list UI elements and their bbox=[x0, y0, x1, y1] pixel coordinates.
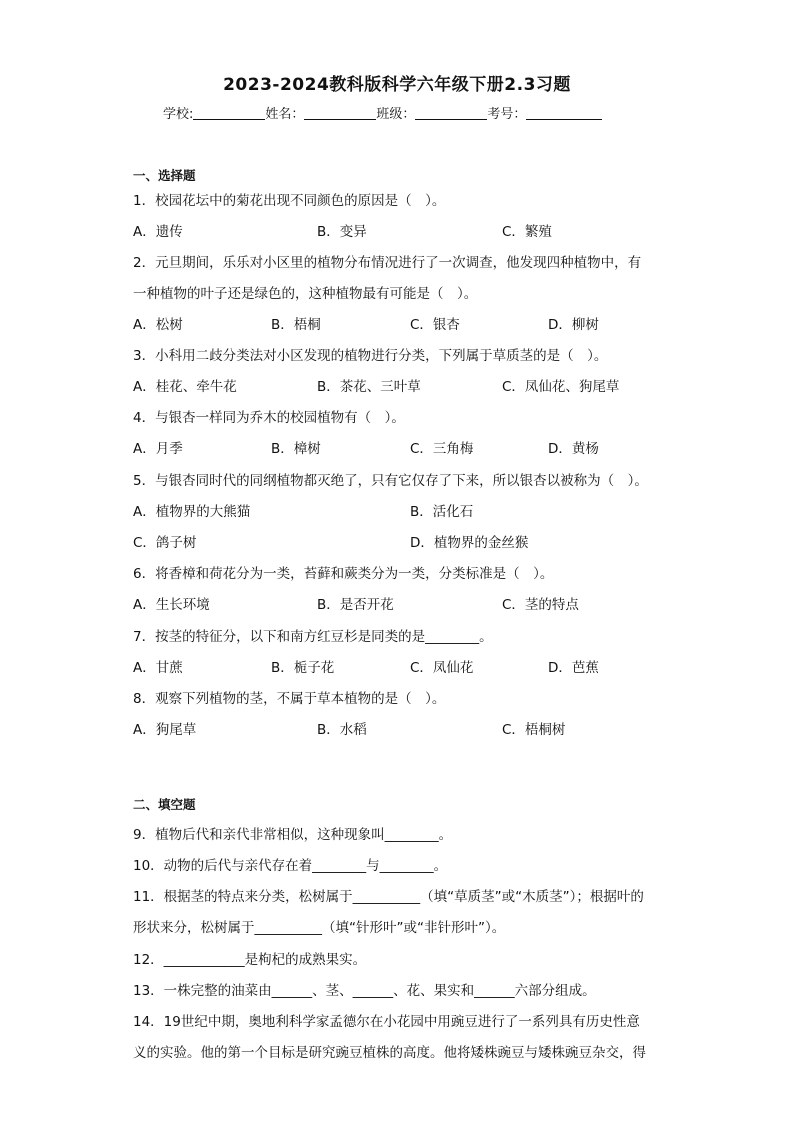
question-1-option-c: C．繁殖 bbox=[502, 224, 552, 240]
question-3-option-a: A．桂花、牵牛花 bbox=[133, 379, 237, 395]
question-4-option-b: B．樟树 bbox=[271, 441, 321, 457]
number-blank[interactable] bbox=[526, 106, 602, 120]
question-2-stem-line1: 2．元旦期间，乐乐对小区里的植物分布情况进行了一次调查，他发现四种植物中，有 bbox=[133, 255, 642, 271]
question-2-option-d: D．柳树 bbox=[548, 317, 599, 333]
question-1-option-b: B．变异 bbox=[317, 224, 367, 240]
question-8-stem: 8．观察下列植物的茎，不属于草本植物的是（ ）。 bbox=[133, 691, 446, 707]
class-label: 班级： bbox=[376, 107, 416, 122]
question-4-stem: 4．与银杏一样同为乔木的校园植物有（ ）。 bbox=[133, 410, 405, 426]
section-heading-choice: 一、选择题 bbox=[133, 168, 196, 183]
question-6-option-b: B．是否开花 bbox=[317, 597, 394, 613]
question-11-stem-line2: 形状来分，松树属于__________（填“针形叶”或“非针形叶”）。 bbox=[133, 920, 506, 936]
question-3-option-b: B．茶花、三叶草 bbox=[317, 379, 421, 395]
question-5-option-c: C．鸽子树 bbox=[133, 535, 197, 551]
question-11-stem-line1: 11．根据茎的特点来分类，松树属于__________（填“草质茎”或“木质茎”）；根据叶的 bbox=[133, 889, 644, 905]
question-5-option-d: D．植物界的金丝猴 bbox=[410, 535, 529, 551]
question-10-stem: 10．动物的后代与亲代存在着________与________。 bbox=[133, 858, 448, 874]
question-2-stem-line2: 一种植物的叶子还是绿色的，这种植物最有可能是（ ）。 bbox=[133, 286, 478, 302]
question-2-option-b: B．梧桐 bbox=[271, 317, 321, 333]
question-2-option-c: C．银杏 bbox=[410, 317, 460, 333]
question-5-option-a: A．植物界的大熊猫 bbox=[133, 504, 251, 520]
student-info-line bbox=[163, 103, 602, 122]
page-title: 2023-2024教科版科学六年级下册2.3习题 bbox=[223, 75, 571, 95]
question-3-option-c: C．凤仙花、狗尾草 bbox=[502, 379, 620, 395]
question-5-stem: 5．与银杏同时代的同纲植物都灭绝了，只有它仅存了下来，所以银杏以被称为（ ）。 bbox=[133, 473, 648, 489]
question-2-option-a: A．松树 bbox=[133, 317, 183, 333]
question-6-option-c: C．茎的特点 bbox=[502, 597, 579, 613]
number-label: 考号： bbox=[487, 107, 527, 122]
question-4-option-c: C．三角梅 bbox=[410, 441, 474, 457]
question-7-option-a: A．甘蔗 bbox=[133, 660, 183, 676]
question-1-option-a: A．遗传 bbox=[133, 224, 183, 240]
question-8-option-a: A．狗尾草 bbox=[133, 722, 197, 738]
question-9-stem: 9．植物后代和亲代非常相似，这种现象叫________。 bbox=[133, 827, 453, 843]
question-6-option-a: A．生长环境 bbox=[133, 597, 210, 613]
question-7-stem: 7．按茎的特征分，以下和南方红豆杉是同类的是________。 bbox=[133, 629, 493, 645]
question-1-stem: 1．校园花坛中的菊花出现不同颜色的原因是（ ）。 bbox=[133, 193, 446, 209]
name-label: 姓名： bbox=[265, 107, 305, 122]
question-3-stem: 3．小科用二歧分类法对小区发现的植物进行分类，下列属于草质茎的是（ ）。 bbox=[133, 348, 608, 364]
question-14-stem-line1: 14．19世纪中期，奥地利科学家孟德尔在小花园中用豌豆进行了一系列具有历史性意 bbox=[133, 1014, 640, 1030]
question-8-option-c: C．梧桐树 bbox=[502, 722, 566, 738]
question-7-option-d: D．芭蕉 bbox=[548, 660, 599, 676]
question-7-option-c: C．凤仙花 bbox=[410, 660, 474, 676]
question-4-option-d: D．黄杨 bbox=[548, 441, 599, 457]
school-blank[interactable] bbox=[193, 106, 265, 120]
name-blank[interactable] bbox=[304, 106, 376, 120]
question-8-option-b: B．水稻 bbox=[317, 722, 367, 738]
section-heading-fill-blank: 二、填空题 bbox=[133, 797, 196, 812]
question-13-stem: 13．一株完整的油菜由______、茎、______、花、果实和______六部分组成。 bbox=[133, 983, 596, 999]
question-6-stem: 6．将香樟和荷花分为一类，苔藓和蕨类分为一类，分类标准是（ ）。 bbox=[133, 566, 554, 582]
question-4-option-a: A．月季 bbox=[133, 441, 183, 457]
question-7-option-b: B．栀子花 bbox=[271, 660, 335, 676]
question-14-stem-line2: 义的实验。他的第一个目标是研究豌豆植株的高度。他将矮株豌豆与矮株豌豆杂交，得 bbox=[133, 1045, 646, 1061]
question-12-stem: 12．____________是枸杞的成熟果实。 bbox=[133, 952, 367, 968]
question-5-option-b: B．活化石 bbox=[410, 504, 474, 520]
class-blank[interactable] bbox=[415, 106, 487, 120]
school-label: 学校: bbox=[163, 107, 194, 122]
